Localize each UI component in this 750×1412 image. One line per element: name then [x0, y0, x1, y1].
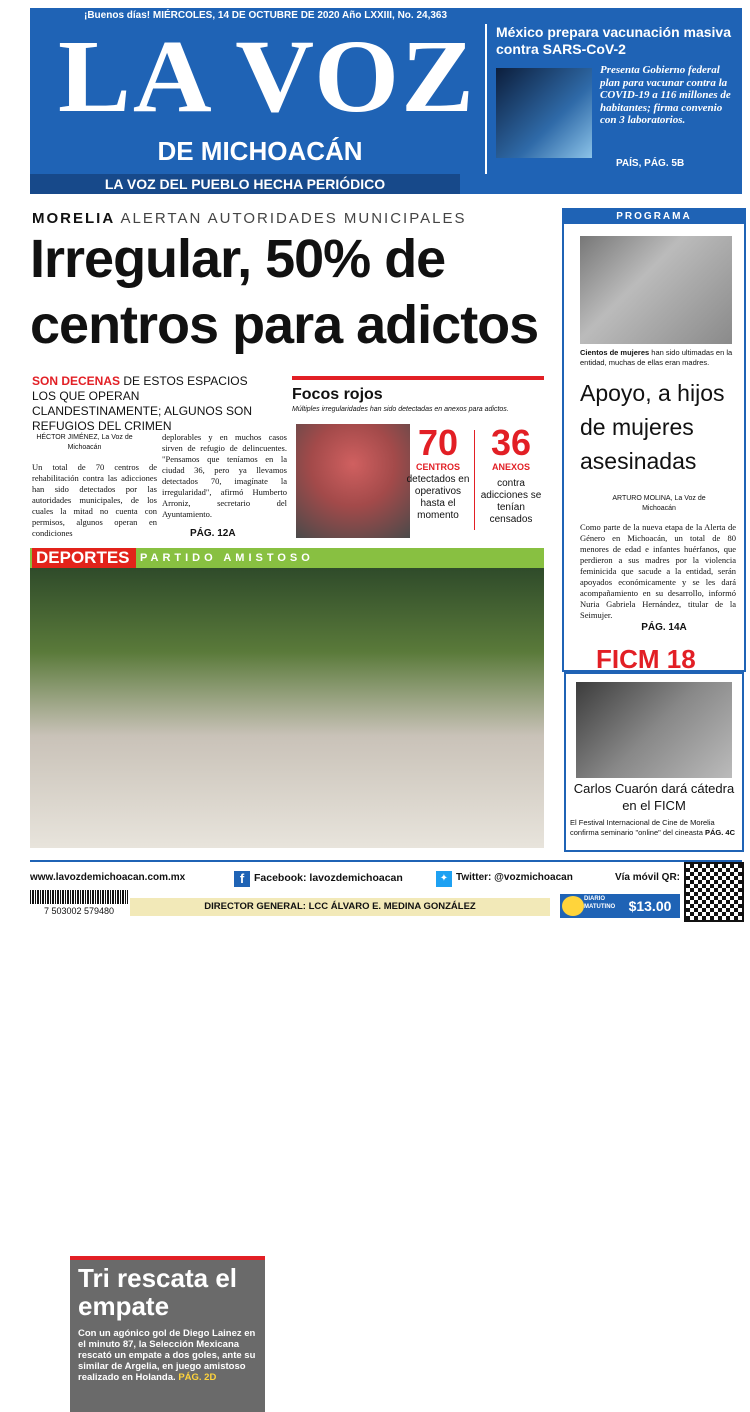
main-deck	[32, 374, 272, 433]
stat2-value: 36	[490, 422, 532, 463]
teaser-body: Presenta Gobierno federal plan para vacunar contra la COVID-19 a 116 millones de habitantes; firma convenio con 3 laboratorios.	[600, 64, 731, 126]
masthead	[30, 8, 742, 194]
ficm-body	[570, 818, 738, 848]
qr-code[interactable]	[684, 862, 744, 922]
slogan: LA VOZ DEL PUEBLO HECHA PERIÓDICO	[30, 174, 460, 194]
sidebar-label: PROGRAMA	[564, 210, 744, 224]
addict-photo	[296, 424, 410, 538]
qr-label: Vía móvil QR:	[614, 872, 680, 883]
deck-bold: SON DECENAS	[32, 374, 121, 388]
main-page-ref[interactable]: PÁG. 12A	[190, 528, 236, 539]
twitter-link[interactable]: Twitter: @vozmichoacan	[456, 872, 573, 883]
price-value: $13.00	[628, 898, 672, 914]
deportes-body-text: Con un agónico gol de Diego Lainez en el minuto 87, la Selección Mexicana rescató un empate a dos goles, ante su similar de Argelia, en juego amistoso realizado en Holanda.	[78, 1328, 256, 1383]
sun-icon	[562, 896, 584, 916]
caption-bold: Cientos de mujeres	[580, 348, 650, 357]
footer-divider	[30, 860, 742, 862]
teaser-headline[interactable]: México prepara vacunación masiva contra SARS-CoV-2	[496, 24, 731, 57]
facebook-icon: f	[234, 871, 250, 887]
kicker-text: ALERTAN AUTORIDADES MUNICIPALES	[120, 210, 467, 227]
stat1-text: detectados en operativos hasta el momento	[406, 474, 470, 521]
website-link[interactable]: www.lavozdemichoacan.com.mx	[30, 872, 186, 883]
logo-main: LA VOZ	[58, 19, 477, 134]
sidebar-programa	[562, 208, 746, 672]
teaser-page-ref[interactable]: PAÍS, PÁG. 5B	[616, 158, 685, 169]
main-headline[interactable]: Irregular, 50% de centros para adictos	[30, 229, 539, 355]
stat1-label: CENTROS	[415, 462, 460, 472]
sidebar-headline[interactable]: Apoyo, a hijos de mujeres asesinadas	[580, 380, 725, 474]
focos-title: Focos rojos	[292, 386, 383, 403]
price-badge	[560, 894, 680, 918]
vaccine-photo	[496, 68, 592, 158]
deportes-headline[interactable]: Tri rescata el empate	[78, 1263, 237, 1321]
deportes-section[interactable]: DEPORTES	[32, 548, 136, 568]
deportes-page-ref[interactable]: PÁG. 2D	[178, 1372, 217, 1383]
masthead-divider	[485, 24, 487, 174]
sidebar-caption	[580, 348, 736, 372]
ficm-box	[564, 672, 744, 852]
stat1-value: 70	[417, 422, 459, 463]
deportes-subsection: PARTIDO AMISTOSO	[140, 552, 314, 564]
sidebar-body: Como parte de la nueva etapa de la Alerta de Género en Michoacán, un total de 80 menores de edad e infantes huérfanos, que perdieron a sus madres por la violencia feminicida que sacude a la entidad, serán apoyados económicamente y se les dará acompañamiento en su desarrollo, informó Nuria Gabriela Hernández, titular de la Seimujer.	[580, 522, 736, 620]
ficm-logo: FICM 18	[596, 644, 696, 674]
deportes-box	[70, 1256, 265, 1412]
sidebar-page-ref[interactable]: PÁG. 14A	[641, 622, 687, 633]
stat2-text: contra adicciones se tenían censados	[480, 478, 542, 525]
deck-rest: DE ESTOS ESPACIOS LOS QUE OPERAN CLANDESTINAMENTE; ALGUNOS SON REFUGIOS DEL CRIMEN	[32, 374, 253, 433]
twitter-icon: ✦	[436, 871, 452, 887]
logo-sub: DE MICHOACÁN	[157, 136, 363, 166]
focos-accent-bar	[292, 376, 544, 380]
stat-divider	[474, 430, 475, 530]
facebook-link[interactable]: Facebook: lavozdemichoacan	[254, 872, 403, 884]
cuaron-photo	[576, 682, 732, 778]
focos-subtitle: Múltiples irregularidades han sido detectadas en anexos para adictos.	[292, 406, 509, 413]
barcode-number: 7 503002 579480	[30, 904, 128, 918]
ficm-headline[interactable]: Carlos Cuarón dará cátedra en el FICM	[573, 781, 735, 813]
main-body-col1: Un total de 70 centros de rehabilitación contra las adicciones han sido detectados por las autoridades municipales, de los cuales la mitad no cuenta con permisos, algunos operan en condiciones	[32, 462, 157, 538]
deportes-body	[78, 1328, 258, 1398]
ficm-body-text: El Festival Internacional de Cine de Morelia confirma seminario "online" del cineasta	[570, 818, 715, 837]
deportes-bar	[30, 548, 544, 568]
sidebar-byline: ARTURO MOLINA, La Voz de Michoacán	[612, 495, 706, 512]
price-label: DIARIO MATUTINO	[584, 896, 616, 910]
ficm-page-ref[interactable]: PÁG. 4C	[704, 827, 735, 837]
protest-photo	[580, 236, 732, 344]
dateline: ¡Buenos días! MIÉRCOLES, 14 DE OCTUBRE DE 2020 Año LXXIII, No. 24,363	[84, 10, 448, 21]
main-body-col2: deplorables y en muchos casos sirven de refugio de delincuentes. "Pensamos que teníamos en la ciudad 36, pero ya llevamos detectados 70, imagínate la irregularidad", afirmó Humberto Arroniz, secretario del Ayuntamiento.	[162, 432, 287, 519]
main-byline: HÉCTOR JIMÉNEZ, La Voz de Michoacán	[36, 434, 133, 451]
kicker-section: MORELIA	[32, 210, 116, 227]
director-line: DIRECTOR GENERAL: LCC ÁLVARO E. MEDINA GONZÁLEZ	[130, 898, 550, 916]
stat2-label: ANEXOS	[491, 462, 530, 472]
caption-rest: han sido ultimadas en la entidad, muchas de ellas eran madres.	[580, 348, 733, 367]
